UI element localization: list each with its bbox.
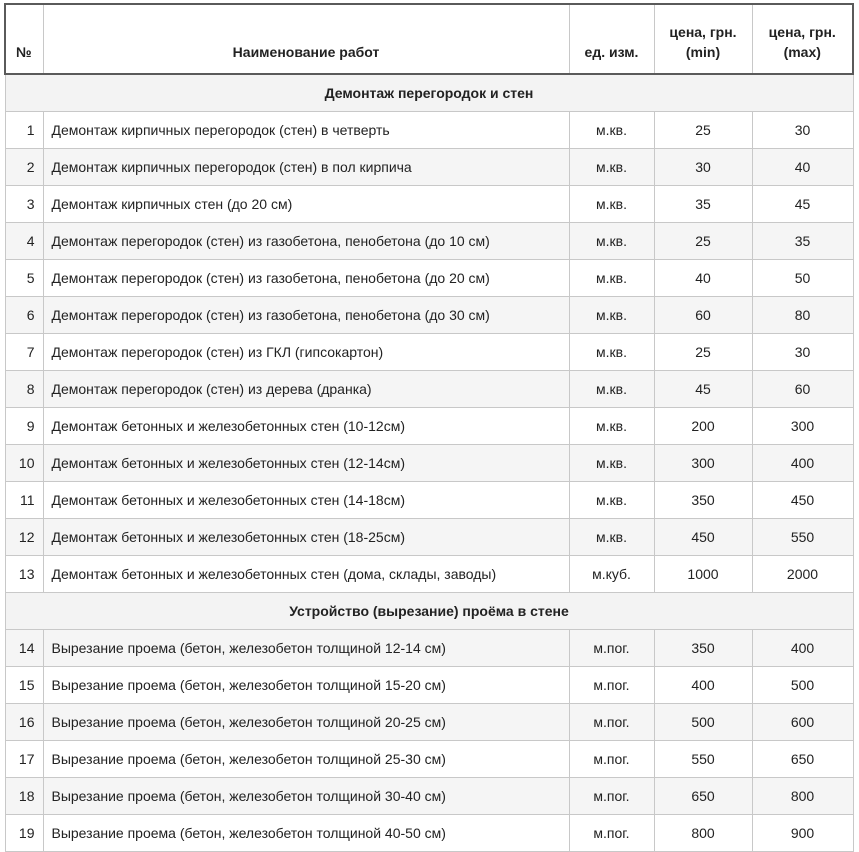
table-row — [5, 371, 853, 408]
work-name-cell: Демонтаж кирпичных стен (до 20 см) — [43, 186, 569, 223]
table-row — [5, 519, 853, 556]
unit-cell: м.кв. — [569, 334, 654, 371]
price-min-cell: 35 — [654, 186, 752, 223]
unit-cell: м.кв. — [569, 297, 654, 334]
unit-cell: м.кв. — [569, 112, 654, 149]
unit-cell: м.кв. — [569, 482, 654, 519]
table-row — [5, 778, 853, 815]
price-min-cell: 45 — [654, 371, 752, 408]
header-number: № — [5, 4, 43, 74]
row-number: 9 — [5, 408, 43, 445]
table-body — [5, 74, 853, 852]
price-max-cell: 35 — [752, 223, 853, 260]
unit-cell: м.пог. — [569, 741, 654, 778]
table-row — [5, 149, 853, 186]
section-header-row — [5, 74, 853, 112]
table-row — [5, 815, 853, 852]
header-price-min: цена, грн. (min) — [654, 4, 752, 74]
price-max-cell: 900 — [752, 815, 853, 852]
price-max-cell: 800 — [752, 778, 853, 815]
table-row — [5, 704, 853, 741]
work-name-cell: Демонтаж бетонных и железобетонных стен (12-14см) — [43, 445, 569, 482]
price-max-cell: 60 — [752, 371, 853, 408]
work-name-cell: Демонтаж перегородок (стен) из газобетона, пенобетона (до 10 см) — [43, 223, 569, 260]
unit-cell: м.кв. — [569, 371, 654, 408]
work-name-cell: Демонтаж перегородок (стен) из ГКЛ (гипсокартон) — [43, 334, 569, 371]
price-max-cell: 650 — [752, 741, 853, 778]
price-max-cell: 500 — [752, 667, 853, 704]
row-number: 7 — [5, 334, 43, 371]
unit-cell: м.пог. — [569, 778, 654, 815]
work-name-cell: Демонтаж бетонных и железобетонных стен (дома, склады, заводы) — [43, 556, 569, 593]
price-max-cell: 80 — [752, 297, 853, 334]
row-number: 10 — [5, 445, 43, 482]
price-min-cell: 450 — [654, 519, 752, 556]
table-row — [5, 223, 853, 260]
price-max-cell: 30 — [752, 112, 853, 149]
row-number: 13 — [5, 556, 43, 593]
row-number: 11 — [5, 482, 43, 519]
table-row — [5, 556, 853, 593]
work-name-cell: Вырезание проема (бетон, железобетон толщиной 20-25 см) — [43, 704, 569, 741]
table-header — [5, 4, 853, 74]
price-min-cell: 550 — [654, 741, 752, 778]
row-number: 18 — [5, 778, 43, 815]
price-max-cell: 45 — [752, 186, 853, 223]
price-max-cell: 450 — [752, 482, 853, 519]
unit-cell: м.пог. — [569, 815, 654, 852]
price-min-cell: 30 — [654, 149, 752, 186]
row-number: 3 — [5, 186, 43, 223]
table-row — [5, 186, 853, 223]
table-row — [5, 112, 853, 149]
price-max-cell: 50 — [752, 260, 853, 297]
price-min-cell: 25 — [654, 334, 752, 371]
work-name-cell: Вырезание проема (бетон, железобетон толщиной 15-20 см) — [43, 667, 569, 704]
row-number: 6 — [5, 297, 43, 334]
unit-cell: м.пог. — [569, 667, 654, 704]
price-min-cell: 40 — [654, 260, 752, 297]
price-max-cell: 2000 — [752, 556, 853, 593]
price-max-cell: 30 — [752, 334, 853, 371]
table-row — [5, 260, 853, 297]
work-name-cell: Демонтаж кирпичных перегородок (стен) в пол кирпича — [43, 149, 569, 186]
row-number: 4 — [5, 223, 43, 260]
header-unit: ед. изм. — [569, 4, 654, 74]
work-name-cell: Демонтаж бетонных и железобетонных стен (18-25см) — [43, 519, 569, 556]
table-row — [5, 667, 853, 704]
price-min-cell: 200 — [654, 408, 752, 445]
unit-cell: м.пог. — [569, 704, 654, 741]
header-work-name: Наименование работ — [43, 4, 569, 74]
price-min-cell: 1000 — [654, 556, 752, 593]
price-min-cell: 650 — [654, 778, 752, 815]
price-max-cell: 600 — [752, 704, 853, 741]
unit-cell: м.пог. — [569, 630, 654, 667]
unit-cell: м.кв. — [569, 186, 654, 223]
price-min-cell: 350 — [654, 482, 752, 519]
work-name-cell: Демонтаж перегородок (стен) из газобетона, пенобетона (до 20 см) — [43, 260, 569, 297]
table-row — [5, 334, 853, 371]
work-name-cell: Демонтаж перегородок (стен) из газобетона, пенобетона (до 30 см) — [43, 297, 569, 334]
price-max-cell: 300 — [752, 408, 853, 445]
row-number: 12 — [5, 519, 43, 556]
price-max-cell: 400 — [752, 630, 853, 667]
row-number: 8 — [5, 371, 43, 408]
price-max-cell: 400 — [752, 445, 853, 482]
table-row — [5, 445, 853, 482]
price-max-cell: 550 — [752, 519, 853, 556]
row-number: 2 — [5, 149, 43, 186]
table-row — [5, 408, 853, 445]
row-number: 1 — [5, 112, 43, 149]
unit-cell: м.куб. — [569, 556, 654, 593]
unit-cell: м.кв. — [569, 149, 654, 186]
row-number: 16 — [5, 704, 43, 741]
work-name-cell: Вырезание проема (бетон, железобетон толщиной 40-50 см) — [43, 815, 569, 852]
price-min-cell: 350 — [654, 630, 752, 667]
price-min-cell: 400 — [654, 667, 752, 704]
section-title: Устройство (вырезание) проёма в стене — [5, 593, 853, 630]
row-number: 19 — [5, 815, 43, 852]
unit-cell: м.кв. — [569, 223, 654, 260]
price-min-cell: 500 — [654, 704, 752, 741]
section-title: Демонтаж перегородок и стен — [5, 74, 853, 112]
price-min-cell: 25 — [654, 223, 752, 260]
work-name-cell: Демонтаж бетонных и железобетонных стен (14-18см) — [43, 482, 569, 519]
section-header-row — [5, 593, 853, 630]
unit-cell: м.кв. — [569, 519, 654, 556]
header-row — [5, 4, 853, 74]
work-name-cell: Демонтаж перегородок (стен) из дерева (дранка) — [43, 371, 569, 408]
table-row — [5, 741, 853, 778]
unit-cell: м.кв. — [569, 445, 654, 482]
table-row — [5, 482, 853, 519]
price-min-cell: 800 — [654, 815, 752, 852]
price-min-cell: 300 — [654, 445, 752, 482]
work-name-cell: Вырезание проема (бетон, железобетон толщиной 12-14 см) — [43, 630, 569, 667]
table-row — [5, 630, 853, 667]
unit-cell: м.кв. — [569, 260, 654, 297]
row-number: 15 — [5, 667, 43, 704]
price-min-cell: 25 — [654, 112, 752, 149]
table-row — [5, 297, 853, 334]
work-name-cell: Демонтаж бетонных и железобетонных стен (10-12см) — [43, 408, 569, 445]
price-table — [4, 3, 854, 852]
row-number: 5 — [5, 260, 43, 297]
work-name-cell: Вырезание проема (бетон, железобетон толщиной 25-30 см) — [43, 741, 569, 778]
price-min-cell: 60 — [654, 297, 752, 334]
price-max-cell: 40 — [752, 149, 853, 186]
row-number: 17 — [5, 741, 43, 778]
header-price-max: цена, грн. (max) — [752, 4, 853, 74]
work-name-cell: Вырезание проема (бетон, железобетон толщиной 30-40 см) — [43, 778, 569, 815]
work-name-cell: Демонтаж кирпичных перегородок (стен) в четверть — [43, 112, 569, 149]
row-number: 14 — [5, 630, 43, 667]
unit-cell: м.кв. — [569, 408, 654, 445]
